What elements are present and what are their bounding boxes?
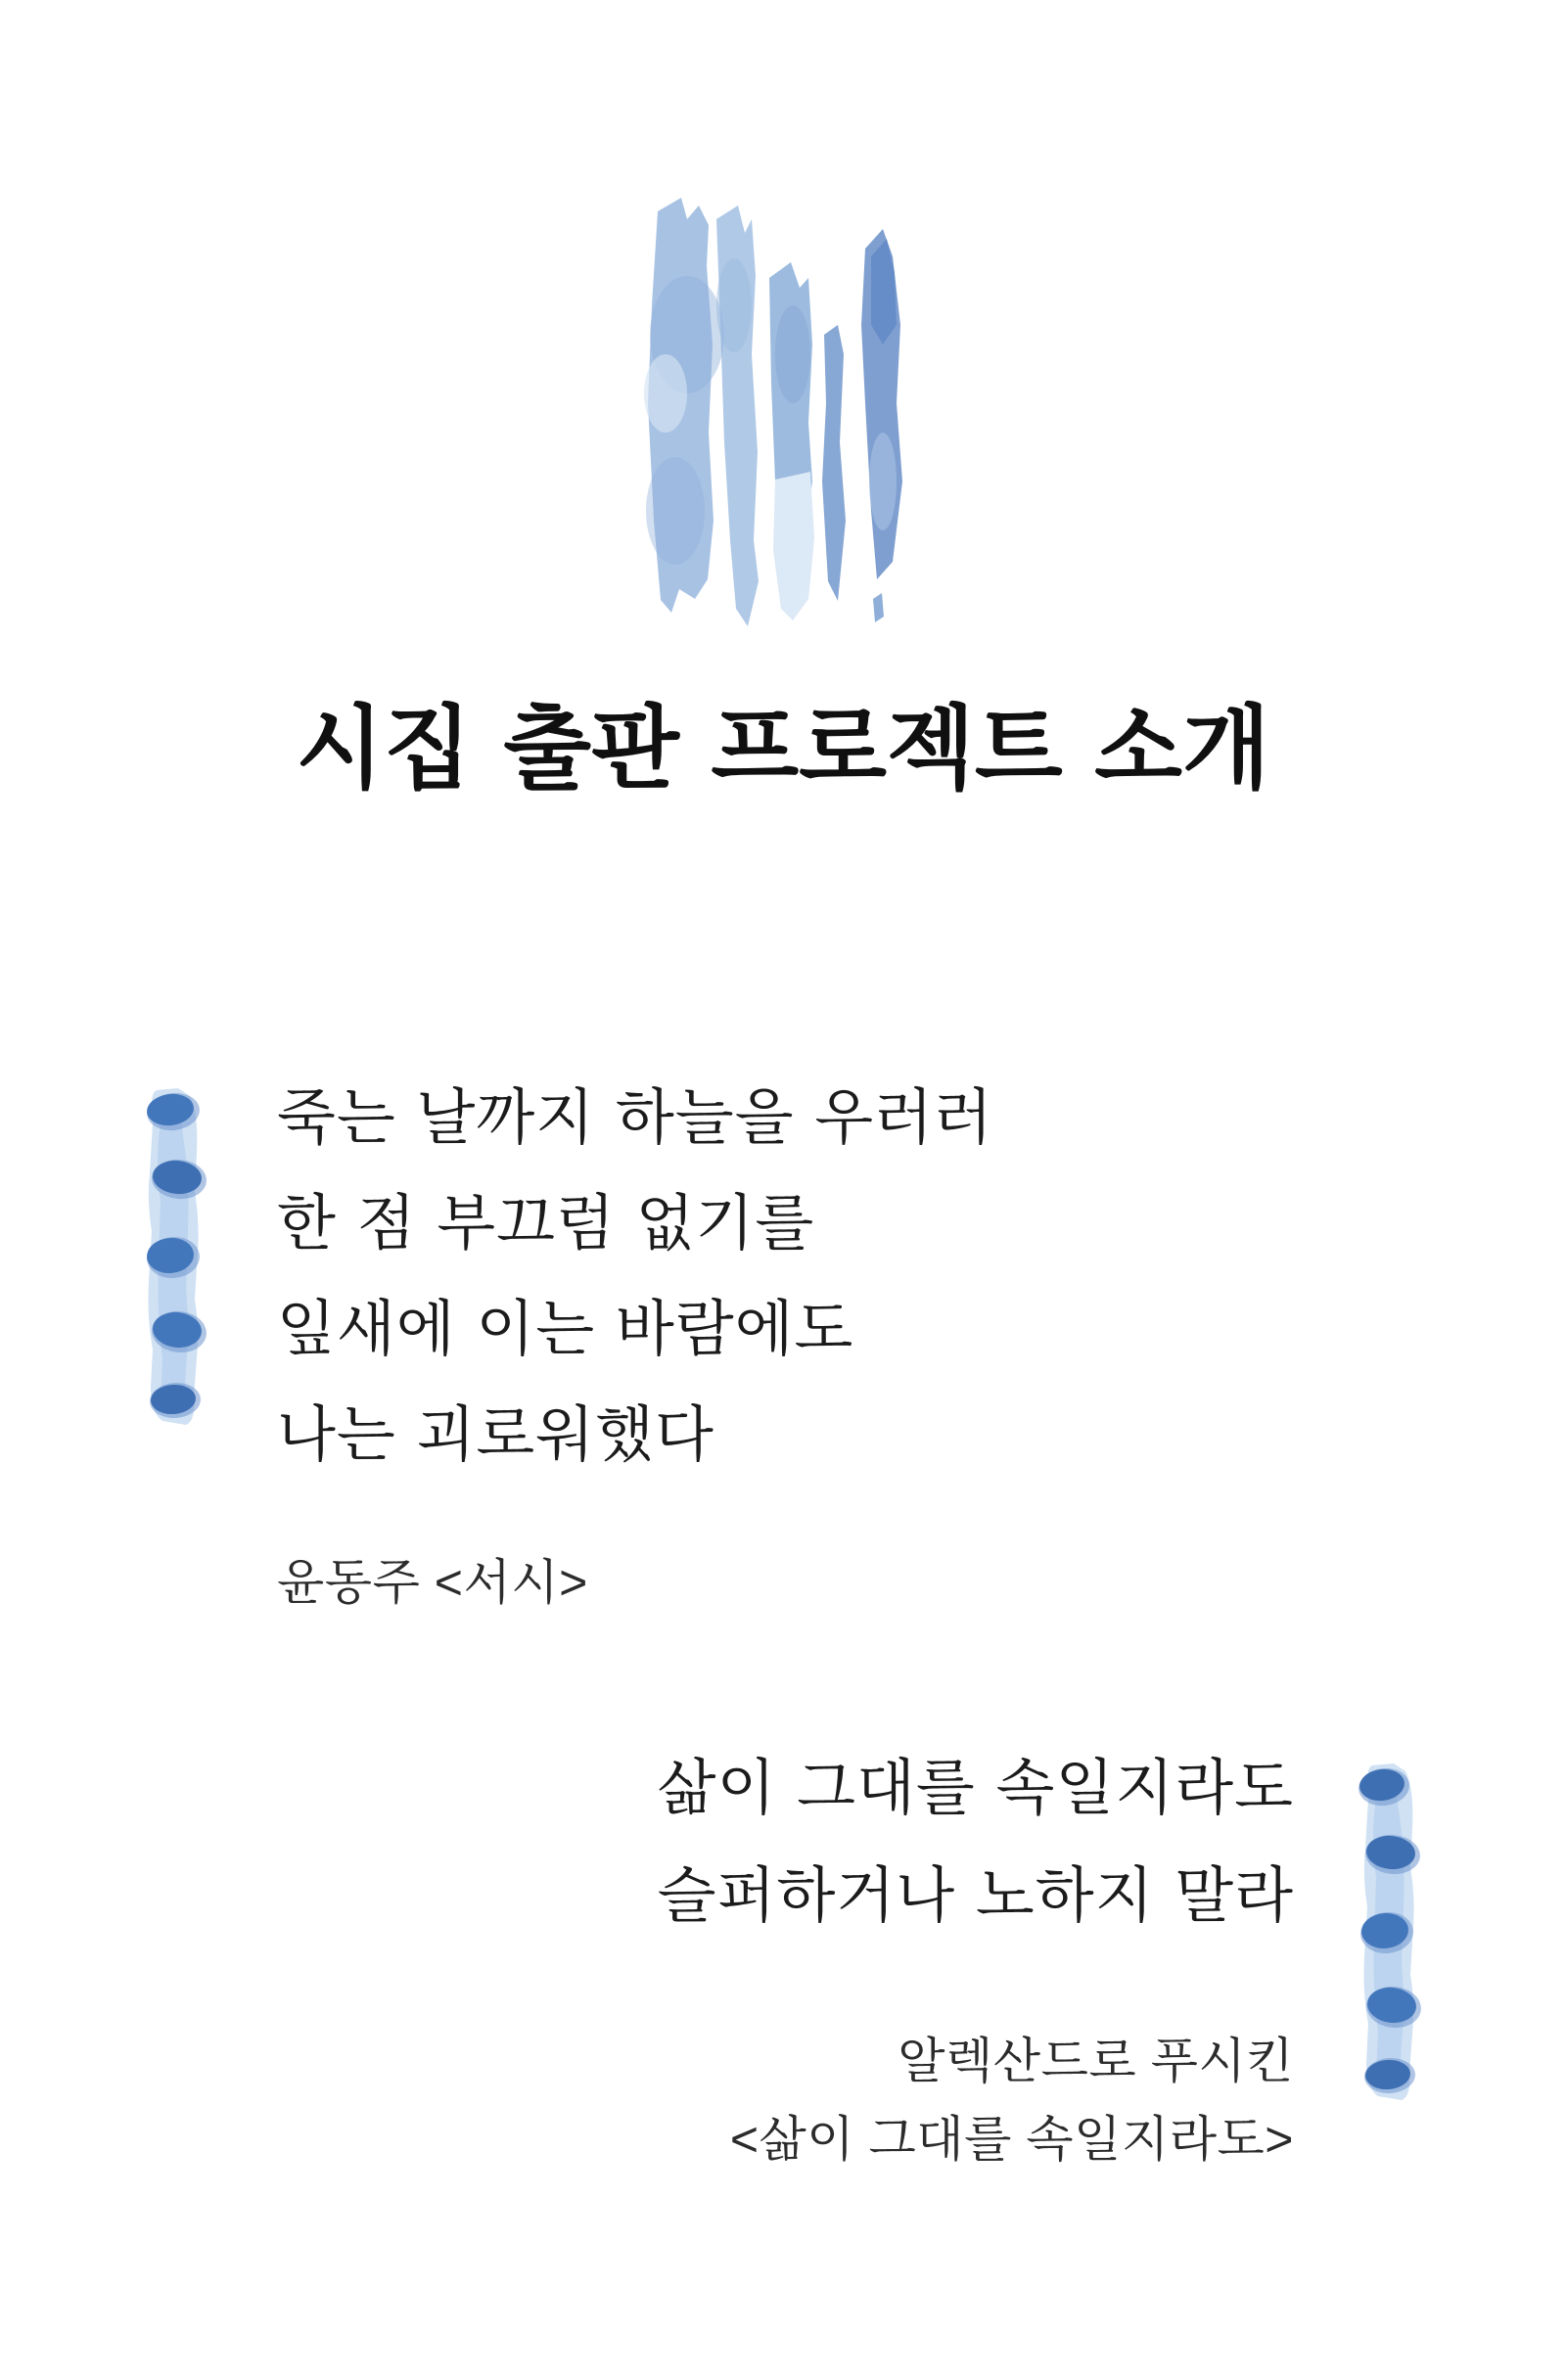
poem-line: 슬퍼하거나 노하지 말라 bbox=[657, 1859, 1294, 1931]
poem-attribution-yundongju: 윤동주 <서시> bbox=[277, 1555, 588, 1610]
page-title: 시집 출판 프로젝트 소개 bbox=[296, 695, 1270, 801]
attribution-line: 알렉산드로 푸시킨 bbox=[898, 2034, 1294, 2088]
poem-line: 잎새에 이는 바람에도 bbox=[277, 1293, 854, 1364]
poem-line: 나는 괴로워했다 bbox=[277, 1398, 714, 1470]
poem-attribution-pushkin bbox=[730, 2022, 1294, 2178]
poem-line: 삶이 그대를 속일지라도 bbox=[657, 1752, 1294, 1823]
watercolor-stripe-icon bbox=[1357, 1760, 1425, 2102]
watercolor-stripe-icon bbox=[141, 1084, 209, 1427]
poem-line: 죽는 날까지 하늘을 우러러 bbox=[277, 1081, 993, 1153]
poem-pushkin bbox=[658, 1734, 1294, 1949]
poem-yundongju bbox=[277, 1065, 993, 1488]
attribution-line: <삶이 그대를 속일지라도> bbox=[729, 2112, 1294, 2167]
watercolor-brush-strokes-icon bbox=[626, 188, 998, 638]
poem-line: 한 점 부끄럼 없기를 bbox=[277, 1187, 815, 1259]
